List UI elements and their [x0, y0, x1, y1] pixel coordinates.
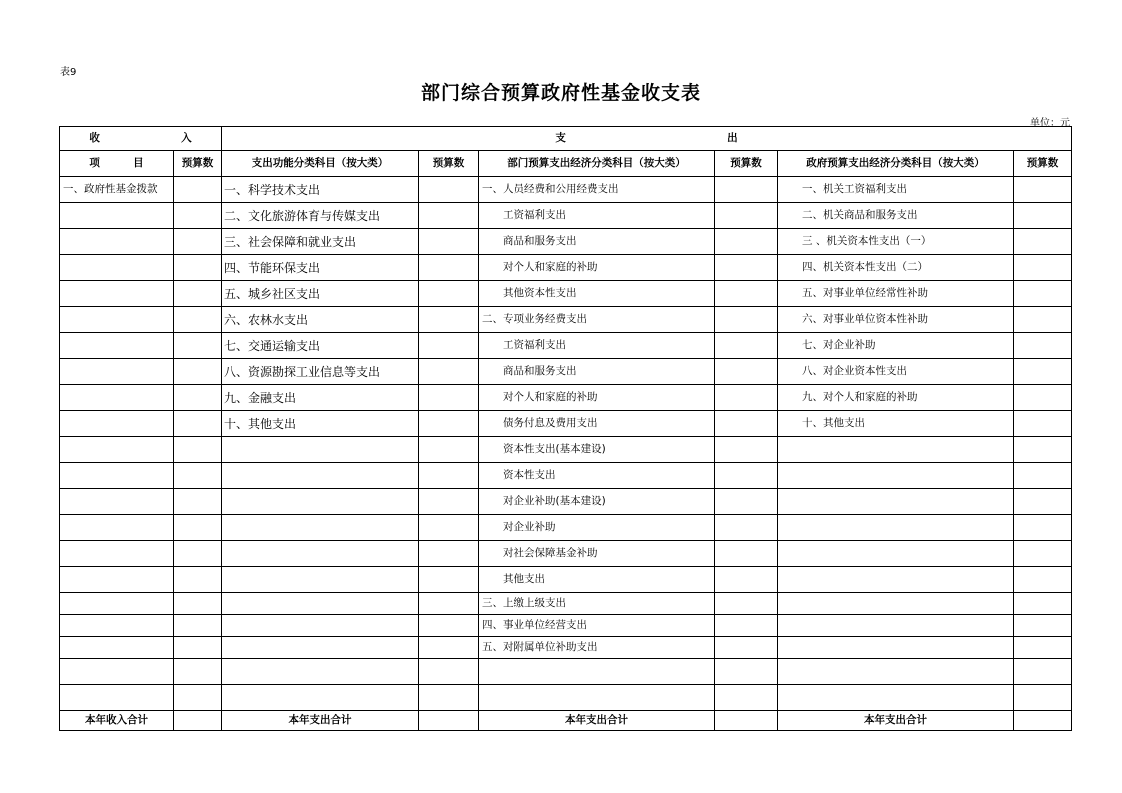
table-number: 表9 [60, 67, 77, 78]
income-budget-cell [174, 515, 222, 541]
col-header-budget: 预算数 [174, 151, 222, 177]
func-cell: 四、节能环保支出 [222, 255, 419, 281]
table-row [60, 177, 1072, 203]
dept-budget-cell [715, 463, 778, 489]
gov-budget-cell [1014, 359, 1072, 385]
gov-cell: 五、对事业单位经常性补助 [778, 281, 1014, 307]
income-cell: 一、政府性基金拨款 [60, 177, 174, 203]
table-row [60, 659, 1072, 685]
gov-cell [778, 615, 1014, 637]
func-budget-cell [419, 515, 479, 541]
total-gov-label: 本年支出合计 [778, 711, 1014, 731]
dept-budget-cell [715, 307, 778, 333]
income-budget-cell [174, 615, 222, 637]
gov-budget-cell [1014, 281, 1072, 307]
income-budget-cell [174, 637, 222, 659]
func-cell [222, 515, 419, 541]
dept-budget-cell [715, 541, 778, 567]
income-budget-cell [174, 659, 222, 685]
gov-budget-cell [1014, 255, 1072, 281]
income-cell [60, 659, 174, 685]
income-cell [60, 463, 174, 489]
income-budget-cell [174, 567, 222, 593]
budget-table [59, 126, 1072, 731]
gov-budget-cell [1014, 659, 1072, 685]
dept-cell: 债务付息及费用支出 [479, 411, 715, 437]
col-header-budget: 预算数 [1014, 151, 1072, 177]
func-cell: 五、城乡社区支出 [222, 281, 419, 307]
income-group-header [60, 127, 222, 151]
income-cell [60, 333, 174, 359]
income-budget-cell [174, 229, 222, 255]
table-row [60, 307, 1072, 333]
table-row [60, 567, 1072, 593]
func-budget-cell [419, 593, 479, 615]
income-cell [60, 515, 174, 541]
func-cell [222, 593, 419, 615]
income-cell [60, 281, 174, 307]
dept-cell: 对企业补助(基本建设) [479, 489, 715, 515]
func-budget-cell [419, 385, 479, 411]
func-budget-cell [419, 685, 479, 711]
func-cell: 一、科学技术支出 [222, 177, 419, 203]
table-row [60, 685, 1072, 711]
totals-row [60, 711, 1072, 731]
dept-budget-cell [715, 177, 778, 203]
func-budget-cell [419, 567, 479, 593]
table-row [60, 411, 1072, 437]
dept-budget-cell [715, 515, 778, 541]
income-cell [60, 307, 174, 333]
func-budget-cell [419, 203, 479, 229]
total-income-label: 本年收入合计 [60, 711, 174, 731]
income-cell [60, 229, 174, 255]
income-cell [60, 637, 174, 659]
income-budget-cell [174, 385, 222, 411]
gov-budget-cell [1014, 177, 1072, 203]
income-budget-cell [174, 203, 222, 229]
gov-cell: 九、对个人和家庭的补助 [778, 385, 1014, 411]
dept-cell: 对个人和家庭的补助 [479, 255, 715, 281]
table-row [60, 437, 1072, 463]
func-budget-cell [419, 437, 479, 463]
func-cell: 十、其他支出 [222, 411, 419, 437]
gov-cell: 一、机关工资福利支出 [778, 177, 1014, 203]
dept-cell: 商品和服务支出 [479, 229, 715, 255]
income-budget-cell [174, 333, 222, 359]
dept-budget-cell [715, 411, 778, 437]
gov-budget-cell [1014, 567, 1072, 593]
dept-cell: 对个人和家庭的补助 [479, 385, 715, 411]
func-cell [222, 567, 419, 593]
item-char-1: 项 [89, 157, 100, 170]
dept-budget-cell [715, 333, 778, 359]
col-header-gov: 政府预算支出经济分类科目（按大类） [778, 151, 1014, 177]
func-cell [222, 637, 419, 659]
gov-cell [778, 489, 1014, 515]
func-cell [222, 489, 419, 515]
gov-budget-cell [1014, 411, 1072, 437]
func-budget-cell [419, 615, 479, 637]
func-budget-cell [419, 659, 479, 685]
gov-cell [778, 515, 1014, 541]
dept-cell: 资本性支出(基本建设) [479, 437, 715, 463]
income-cell [60, 489, 174, 515]
dept-cell: 三、上缴上级支出 [479, 593, 715, 615]
dept-budget-cell [715, 567, 778, 593]
func-cell [222, 463, 419, 489]
dept-cell: 商品和服务支出 [479, 359, 715, 385]
gov-cell: 十、其他支出 [778, 411, 1014, 437]
page-title: 部门综合预算政府性基金收支表 [420, 82, 701, 104]
gov-budget-cell [1014, 489, 1072, 515]
gov-budget-cell [1014, 515, 1072, 541]
unit-label: 单位：元 [1030, 118, 1070, 129]
income-budget-cell [174, 463, 222, 489]
gov-cell [778, 637, 1014, 659]
table-row [60, 281, 1072, 307]
income-budget-cell [174, 411, 222, 437]
income-cell [60, 685, 174, 711]
income-cell [60, 359, 174, 385]
dept-budget-cell [715, 229, 778, 255]
total-dept-value [715, 711, 778, 731]
dept-cell: 资本性支出 [479, 463, 715, 489]
col-header-budget: 预算数 [715, 151, 778, 177]
table-row [60, 255, 1072, 281]
gov-cell: 二、机关商品和服务支出 [778, 203, 1014, 229]
gov-cell [778, 463, 1014, 489]
dept-cell: 其他资本性支出 [479, 281, 715, 307]
column-header-row [60, 151, 1072, 177]
func-budget-cell [419, 333, 479, 359]
dept-cell: 二、专项业务经费支出 [479, 307, 715, 333]
col-header-dept: 部门预算支出经济分类科目（按大类） [479, 151, 715, 177]
func-budget-cell [419, 255, 479, 281]
func-budget-cell [419, 411, 479, 437]
expense-group-header [222, 127, 1072, 151]
func-cell [222, 437, 419, 463]
table-row [60, 541, 1072, 567]
gov-cell [778, 541, 1014, 567]
income-budget-cell [174, 307, 222, 333]
gov-cell [778, 593, 1014, 615]
income-budget-cell [174, 281, 222, 307]
func-budget-cell [419, 637, 479, 659]
income-char-2: 入 [181, 132, 192, 145]
table-row [60, 637, 1072, 659]
table-row [60, 515, 1072, 541]
table-row [60, 333, 1072, 359]
gov-budget-cell [1014, 307, 1072, 333]
dept-cell: 对企业补助 [479, 515, 715, 541]
func-budget-cell [419, 541, 479, 567]
gov-cell: 三 、机关资本性支出（一） [778, 229, 1014, 255]
func-budget-cell [419, 229, 479, 255]
income-budget-cell [174, 359, 222, 385]
gov-budget-cell [1014, 541, 1072, 567]
gov-cell: 七、对企业补助 [778, 333, 1014, 359]
table-row [60, 489, 1072, 515]
func-cell: 七、交通运输支出 [222, 333, 419, 359]
table-row [60, 229, 1072, 255]
gov-budget-cell [1014, 385, 1072, 411]
income-char-1: 收 [89, 132, 100, 145]
expense-char-2: 出 [727, 132, 738, 145]
table-row [60, 359, 1072, 385]
dept-budget-cell [715, 615, 778, 637]
dept-budget-cell [715, 685, 778, 711]
income-budget-cell [174, 593, 222, 615]
gov-cell [778, 567, 1014, 593]
func-budget-cell [419, 177, 479, 203]
income-budget-cell [174, 541, 222, 567]
income-budget-cell [174, 437, 222, 463]
income-budget-cell [174, 255, 222, 281]
group-header-row [60, 127, 1072, 151]
gov-budget-cell [1014, 203, 1072, 229]
income-budget-cell [174, 685, 222, 711]
func-cell [222, 615, 419, 637]
table-row [60, 203, 1072, 229]
dept-cell [479, 659, 715, 685]
func-budget-cell [419, 359, 479, 385]
func-cell: 六、农林水支出 [222, 307, 419, 333]
dept-budget-cell [715, 637, 778, 659]
income-cell [60, 615, 174, 637]
dept-cell: 对社会保障基金补助 [479, 541, 715, 567]
func-budget-cell [419, 281, 479, 307]
gov-budget-cell [1014, 593, 1072, 615]
gov-budget-cell [1014, 615, 1072, 637]
total-func-label: 本年支出合计 [222, 711, 419, 731]
table-row [60, 385, 1072, 411]
total-func-value [419, 711, 479, 731]
income-cell [60, 593, 174, 615]
func-cell [222, 659, 419, 685]
income-budget-cell [174, 489, 222, 515]
gov-budget-cell [1014, 333, 1072, 359]
table-row [60, 615, 1072, 637]
col-header-func: 支出功能分类科目（按大类） [222, 151, 419, 177]
total-income-value [174, 711, 222, 731]
dept-budget-cell [715, 281, 778, 307]
income-cell [60, 541, 174, 567]
income-cell [60, 411, 174, 437]
table-row [60, 463, 1072, 489]
dept-cell [479, 685, 715, 711]
expense-char-1: 支 [555, 132, 566, 145]
gov-budget-cell [1014, 437, 1072, 463]
income-cell [60, 437, 174, 463]
gov-cell [778, 685, 1014, 711]
income-cell [60, 255, 174, 281]
gov-cell [778, 659, 1014, 685]
dept-budget-cell [715, 203, 778, 229]
func-cell: 二、文化旅游体育与传媒支出 [222, 203, 419, 229]
func-budget-cell [419, 307, 479, 333]
income-budget-cell [174, 177, 222, 203]
income-cell [60, 203, 174, 229]
func-cell: 九、金融支出 [222, 385, 419, 411]
dept-cell: 工资福利支出 [479, 333, 715, 359]
dept-cell: 其他支出 [479, 567, 715, 593]
income-cell [60, 385, 174, 411]
dept-budget-cell [715, 659, 778, 685]
item-char-2: 目 [133, 157, 144, 170]
dept-cell: 一、人员经费和公用经费支出 [479, 177, 715, 203]
func-budget-cell [419, 489, 479, 515]
col-header-budget: 预算数 [419, 151, 479, 177]
gov-cell: 四、机关资本性支出（二） [778, 255, 1014, 281]
income-cell [60, 567, 174, 593]
total-gov-value [1014, 711, 1072, 731]
table-row [60, 593, 1072, 615]
total-dept-label: 本年支出合计 [479, 711, 715, 731]
dept-budget-cell [715, 385, 778, 411]
func-budget-cell [419, 463, 479, 489]
dept-budget-cell [715, 489, 778, 515]
dept-budget-cell [715, 437, 778, 463]
col-header-item [60, 151, 174, 177]
gov-budget-cell [1014, 463, 1072, 489]
gov-cell: 八、对企业资本性支出 [778, 359, 1014, 385]
func-cell [222, 685, 419, 711]
dept-budget-cell [715, 255, 778, 281]
dept-budget-cell [715, 593, 778, 615]
gov-budget-cell [1014, 685, 1072, 711]
dept-cell: 四、事业单位经营支出 [479, 615, 715, 637]
gov-budget-cell [1014, 637, 1072, 659]
func-cell: 三、社会保障和就业支出 [222, 229, 419, 255]
gov-cell [778, 437, 1014, 463]
func-cell: 八、资源勘探工业信息等支出 [222, 359, 419, 385]
dept-cell: 五、对附属单位补助支出 [479, 637, 715, 659]
func-cell [222, 541, 419, 567]
gov-cell: 六、对事业单位资本性补助 [778, 307, 1014, 333]
gov-budget-cell [1014, 229, 1072, 255]
dept-cell: 工资福利支出 [479, 203, 715, 229]
dept-budget-cell [715, 359, 778, 385]
